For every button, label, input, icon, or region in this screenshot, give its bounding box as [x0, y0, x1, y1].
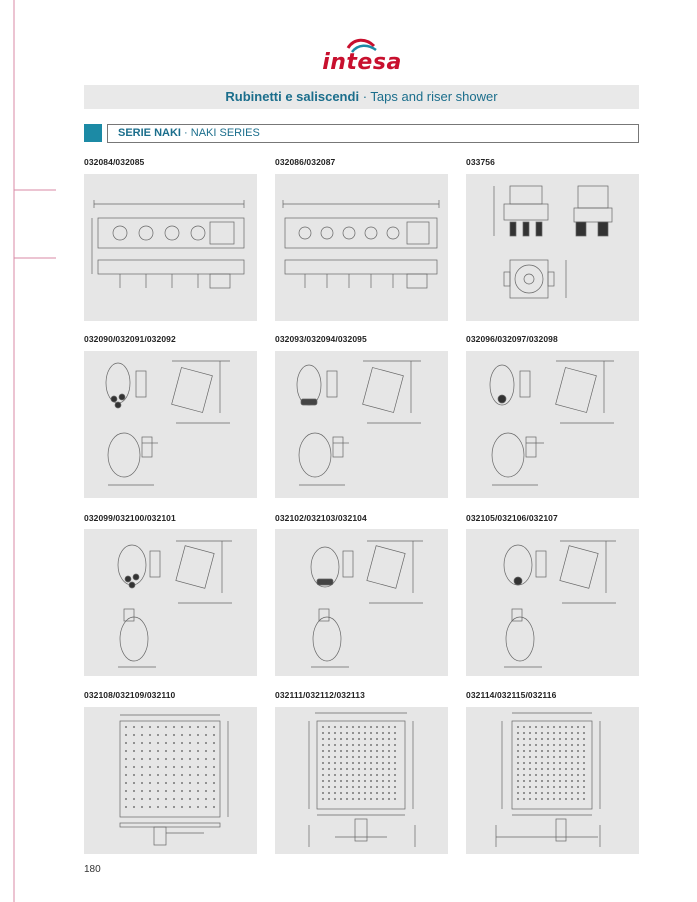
product-code: 032111/032112/032113: [275, 690, 365, 700]
product-code: 032084/032085: [84, 157, 145, 167]
product-code: 033756: [466, 157, 495, 167]
margin-tab-line: [0, 0, 56, 902]
brand-name: intesa: [322, 50, 402, 75]
product-drawing: [466, 529, 639, 676]
series-marker: [84, 124, 102, 142]
product-code: 032090/032091/032092: [84, 334, 176, 344]
brand-logo: [322, 36, 402, 78]
product-drawing: [275, 351, 448, 498]
product-drawing: [84, 351, 257, 498]
series-name-it: SERIE NAKI: [118, 127, 181, 139]
product-drawing: [84, 174, 257, 321]
product-code: 032102/032103/032104: [275, 513, 367, 523]
product-code: 032114/032115/032116: [466, 690, 557, 700]
series-heading: [107, 124, 639, 143]
product-code: 032108/032109/032110: [84, 690, 176, 700]
product-drawing: [466, 174, 639, 321]
page-number: 180: [84, 864, 101, 875]
product-drawing: [275, 174, 448, 321]
title-separator: ·: [362, 89, 368, 104]
product-code: 032086/032087: [275, 157, 336, 167]
product-drawing: [466, 707, 639, 854]
product-drawing: [84, 529, 257, 676]
product-code: 032099/032100/032101: [84, 513, 176, 523]
product-code: 032093/032094/032095: [275, 334, 367, 344]
product-drawing: [275, 529, 448, 676]
page-title-it: Rubinetti e saliscendi: [225, 89, 360, 104]
page-title-en: Taps and riser shower: [370, 89, 498, 104]
page-title-band: [84, 85, 639, 109]
series-separator: ·: [184, 127, 188, 139]
product-code: 032096/032097/032098: [466, 334, 558, 344]
product-drawing: [84, 707, 257, 854]
product-code: 032105/032106/032107: [466, 513, 558, 523]
product-drawing: [275, 707, 448, 854]
product-drawing: [466, 351, 639, 498]
series-name-en: NAKI SERIES: [190, 127, 260, 139]
